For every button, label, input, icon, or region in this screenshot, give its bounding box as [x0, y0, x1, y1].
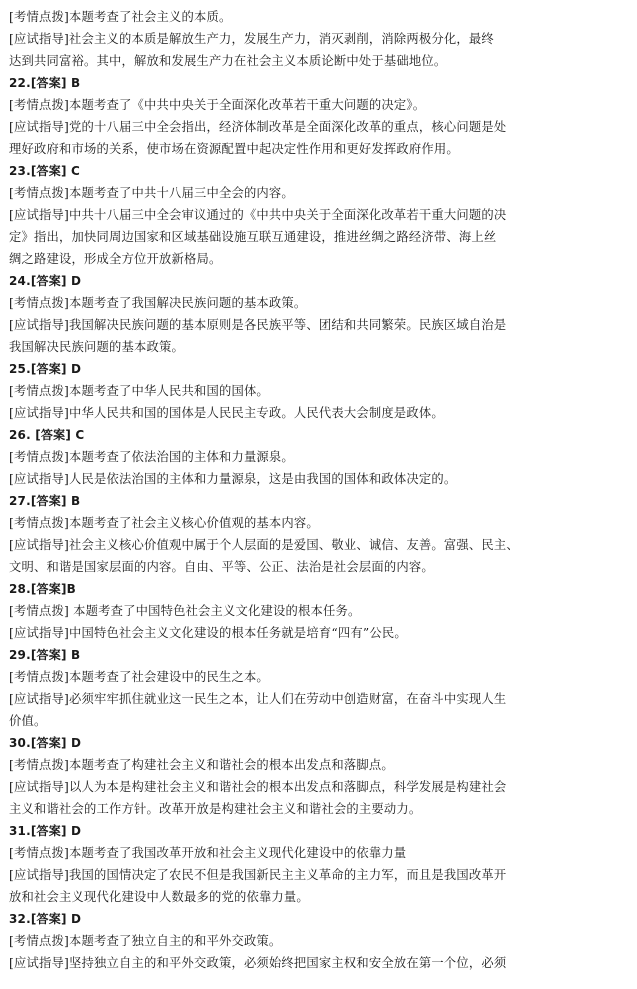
text-line: [应试指导]社会主义核心价值观中属于个人层面的是爱国、敬业、诚信、友善。富强、民主、: [9, 538, 519, 552]
text-line: 我国解决民族问题的基本政策。: [9, 340, 184, 354]
text-line: [应试指导]我国解决民族问题的基本原则是各民族平等、团结和共同繁荣。民族区域自治是: [9, 318, 507, 332]
answer-heading: 30.[答案] D: [9, 736, 82, 750]
text-line: 理好政府和市场的关系，使市场在资源配置中起决定性作用和更好发挥政府作用。: [9, 142, 459, 156]
answer-heading: 25.[答案] D: [9, 362, 82, 376]
text-line: [考情点拨]本题考查了独立自主的和平外交政策。: [9, 934, 282, 948]
answer-heading: 23.[答案] C: [9, 164, 81, 178]
text-line: [考情点拨]本题考查了社会主义的本质。: [9, 10, 232, 24]
answer-heading: 31.[答案] D: [9, 824, 82, 838]
text-line: [考情点拨]本题考查了我国改革开放和社会主义现代化建设中的依靠力量: [9, 846, 407, 860]
answer-heading: 32.[答案] D: [9, 912, 82, 926]
text-line: [考情点拨]本题考查了社会建设中的民生之本。: [9, 670, 269, 684]
answer-heading: 22.[答案] B: [9, 76, 81, 90]
text-line: [应试指导]社会主义的本质是解放生产力，发展生产力，消灭剥削，消除两极分化，最终: [9, 32, 494, 46]
text-line: 绸之路建设，形成全方位开放新格局。: [9, 252, 222, 266]
text-line: [应试指导]我国的国情决定了农民不但是我国新民主主义革命的主力军，而且是我国改革开: [9, 868, 507, 882]
text-line: [应试指导]中华人民共和国的国体是人民民主专政。人民代表大会制度是政体。: [9, 406, 444, 420]
text-line: [应试指导]中国特色社会主义文化建设的根本任务就是培育“四有”公民。: [9, 626, 407, 640]
text-line: [考情点拨]本题考查了构建社会主义和谐社会的根本出发点和落脚点。: [9, 758, 394, 772]
answer-heading: 26. [答案] C: [9, 428, 85, 442]
text-line: [应试指导]必须牢牢抓住就业这一民生之本，让人们在劳动中创造财富，在奋斗中实现人生: [9, 692, 507, 706]
answer-heading: 27.[答案] B: [9, 494, 81, 508]
text-line: [考情点拨]本题考查了我国解决民族问题的基本政策。: [9, 296, 307, 310]
text-line: [考情点拨] 本题考查了中国特色社会主义文化建设的根本任务。: [9, 604, 361, 618]
text-line: [应试指导]中共十八届三中全会审议通过的《中共中央关于全面深化改革若干重大问题的决: [9, 208, 507, 222]
answer-heading: 24.[答案] D: [9, 274, 82, 288]
text-line: [应试指导]人民是依法治国的主体和力量源泉，这是由我国的国体和政体决定的。: [9, 472, 457, 486]
answer-heading: 29.[答案] B: [9, 648, 81, 662]
text-line: 定》指出，加快同周边国家和区域基础设施互联互通建设，推进丝绸之路经济带、海上丝: [9, 230, 497, 244]
text-line: [应试指导]坚持独立自主的和平外交政策，必须始终把国家主权和安全放在第一个位，必须: [9, 956, 507, 970]
text-line: [考情点拨]本题考查了《中共中央关于全面深化改革若干重大问题的决定》。: [9, 98, 426, 112]
text-line: [考情点拨]本题考查了依法治国的主体和力量源泉。: [9, 450, 294, 464]
text-line: 主义和谐社会的工作方针。改革开放是构建社会主义和谐社会的主要动力。: [9, 802, 422, 816]
text-line: 达到共同富裕。其中，解放和发展生产力在社会主义本质论断中处于基础地位。: [9, 54, 447, 68]
text-line: [考情点拨]本题考查了中华人民共和国的国体。: [9, 384, 269, 398]
answer-heading: 28.[答案]B: [9, 582, 76, 596]
text-line: 文明、和谐是国家层面的内容。自由、平等、公正、法治是社会层面的内容。: [9, 560, 434, 574]
text-line: [应试指导]党的十八届三中全会指出，经济体制改革是全面深化改革的重点，核心问题是处: [9, 120, 507, 134]
text-line: 价值。: [9, 714, 47, 728]
text-line: [应试指导]以人为本是构建社会主义和谐社会的根本出发点和落脚点，科学发展是构建社会: [9, 780, 507, 794]
text-line: 放和社会主义现代化建设中人数最多的党的依靠力量。: [9, 890, 309, 904]
text-line: [考情点拨]本题考查了中共十八届三中全会的内容。: [9, 186, 294, 200]
text-line: [考情点拨]本题考查了社会主义核心价值观的基本内容。: [9, 516, 319, 530]
